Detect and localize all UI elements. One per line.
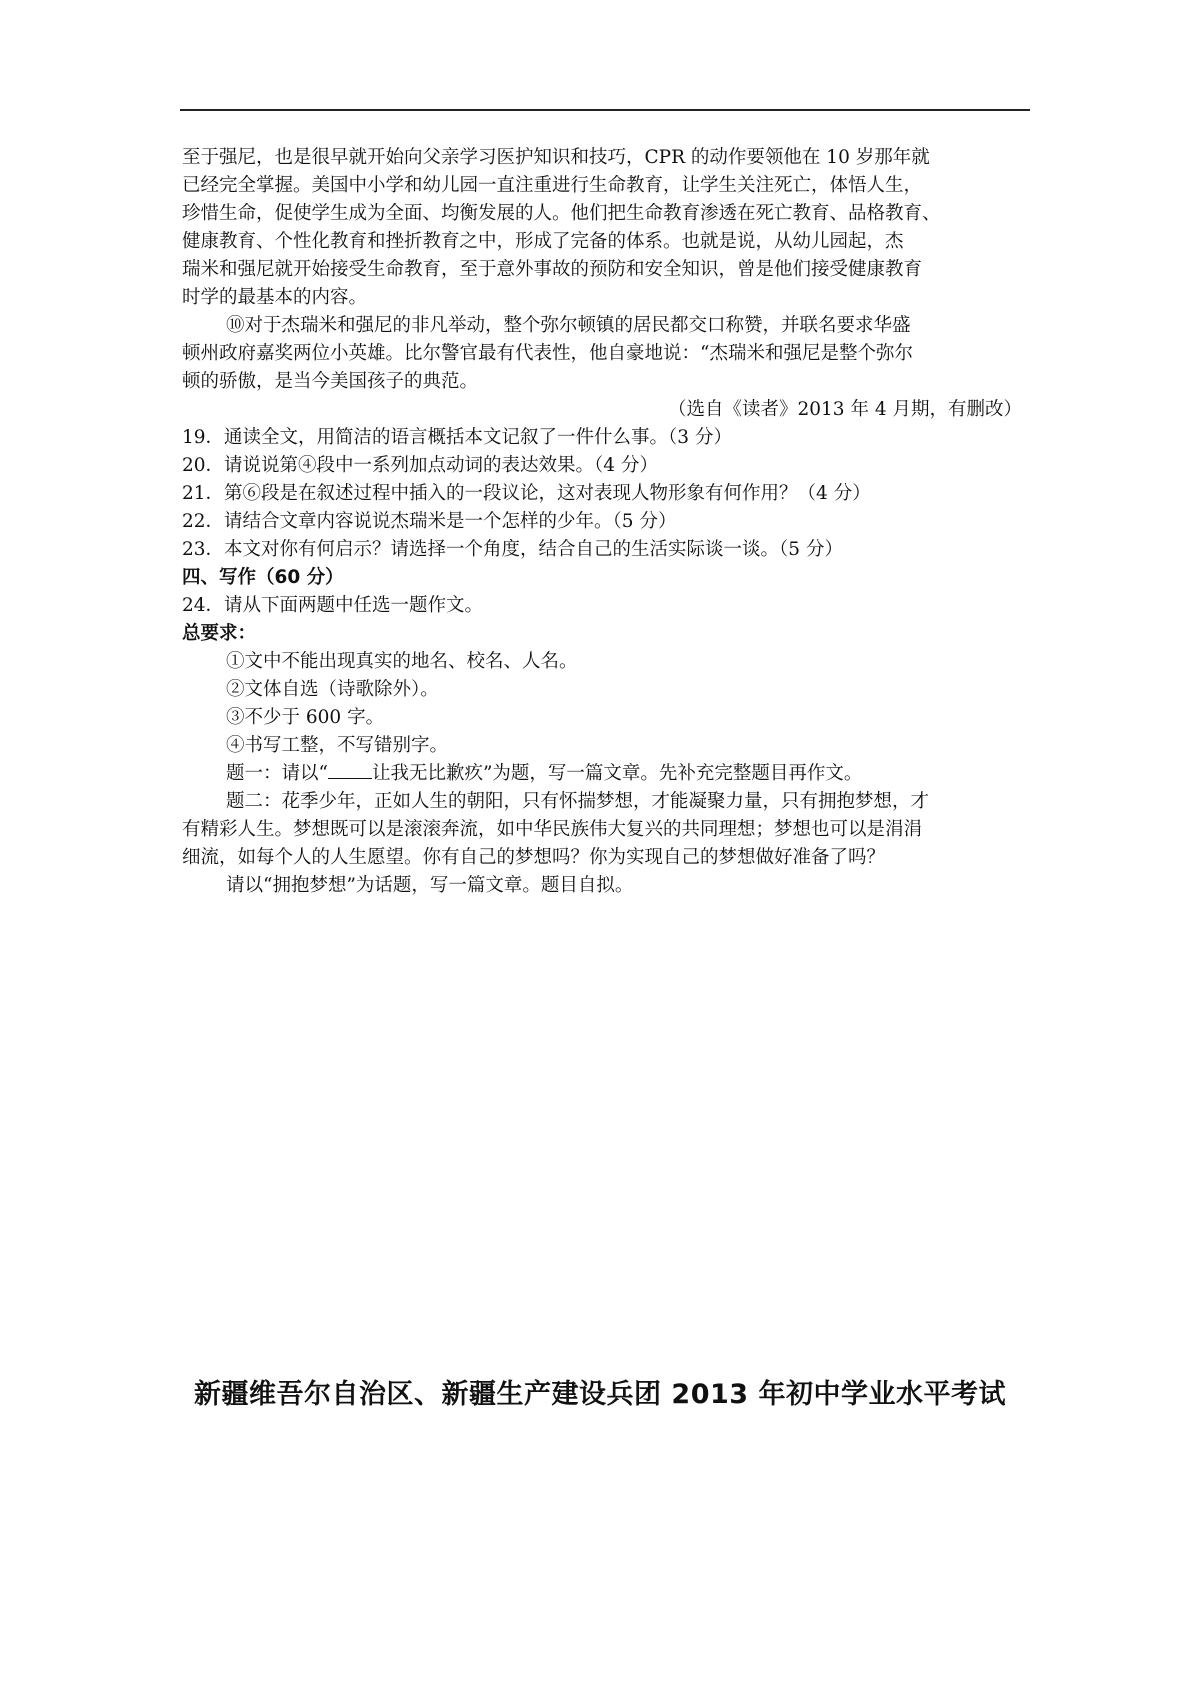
passage-line: 已经完全掌握。美国中小学和幼儿园一直注重进行生命教育，让学生关注死亡，体悟人生，	[182, 175, 923, 196]
fill-in-blank	[328, 760, 372, 779]
topic-one-prefix: 题一：请以“	[226, 763, 328, 784]
question-22: 22．请结合文章内容说说杰瑞米是一个怎样的少年。（5 分）	[182, 511, 677, 532]
requirement-item: ④书写工整，不写错别字。	[226, 735, 449, 756]
passage-paragraph-9	[182, 144, 1030, 312]
passage-paragraph-10	[182, 312, 1030, 396]
question-21: 21．第⑥段是在叙述过程中插入的一段议论，这对表现人物形象有何作用？（4 分）	[182, 483, 871, 504]
requirement-item: ②文体自选（诗歌除外）。	[226, 679, 439, 700]
questions-list	[182, 424, 1030, 564]
passage-line: ⑩对于杰瑞米和强尼的非凡举动，整个弥尔顿镇的居民都交口称赞，并联名要求华盛	[226, 315, 911, 336]
writing-section-title: 四、写作（60 分）	[182, 567, 344, 588]
topic-two-instruction: 请以“拥抱梦想”为话题，写一篇文章。题目自拟。	[226, 875, 634, 896]
question-20: 20．请说说第④段中一系列加点动词的表达效果。（4 分）	[182, 455, 658, 476]
requirement-item: ①文中不能出现真实的地名、校名、人名。	[226, 651, 578, 672]
topic-two-line: 有精彩人生。梦想既可以是滚滚奔流，如中华民族伟大复兴的共同理想；梦想也可以是涓涓	[182, 819, 923, 840]
question-19: 19．通读全文，用简洁的语言概括本文记叙了一件什么事。（3 分）	[182, 427, 732, 448]
topic-one	[182, 760, 1030, 788]
requirements-title: 总要求：	[182, 623, 257, 644]
passage-line: 时学的最基本的内容。	[182, 287, 368, 308]
passage-line: 健康教育、个性化教育和挫折教育之中，形成了完备的体系。也就是说，从幼儿园起，杰	[182, 231, 904, 252]
topic-two	[182, 788, 1030, 900]
topic-two-line: 题二：花季少年，正如人生的朝阳，只有怀揣梦想，才能凝聚力量，只有拥抱梦想，才	[226, 791, 930, 812]
passage-source: （选自《读者》2013 年 4 月期，有删改）	[668, 399, 1022, 420]
header-rule	[180, 109, 1030, 111]
passage-line: 至于强尼，也是很早就开始向父亲学习医护知识和技巧，CPR 的动作要领他在 10 岁那年就	[182, 147, 930, 168]
requirements-list	[182, 648, 1030, 760]
question-23: 23．本文对你有何启示？请选择一个角度，结合自己的生活实际谈一谈。（5 分）	[182, 539, 843, 560]
exam-title: 新疆维吾尔自治区、新疆生产建设兵团 2013 年初中学业水平考试	[194, 1379, 1006, 1410]
passage-line: 顿的骄傲，是当今美国孩子的典范。	[182, 371, 479, 392]
requirement-item: ③不少于 600 字。	[226, 707, 385, 728]
topic-two-line: 细流，如每个人的人生愿望。你有自己的梦想吗？你为实现自己的梦想做好准备了吗？	[182, 847, 886, 868]
topic-one-suffix: 让我无比歉疚”为题，写一篇文章。先补充完整题目再作文。	[371, 763, 863, 784]
question-24: 24．请从下面两题中任选一题作文。	[182, 595, 484, 616]
passage-line: 顿州政府嘉奖两位小英雄。比尔警官最有代表性，他自豪地说：“杰瑞米和强尼是整个弥尔	[182, 343, 913, 364]
passage-line: 瑞米和强尼就开始接受生命教育，至于意外事故的预防和安全知识，曾是他们接受健康教育	[182, 259, 923, 280]
page-content	[182, 144, 1030, 900]
passage-line: 珍惜生命，促使学生成为全面、均衡发展的人。他们把生命教育渗透在死亡教育、品格教育、	[182, 203, 941, 224]
